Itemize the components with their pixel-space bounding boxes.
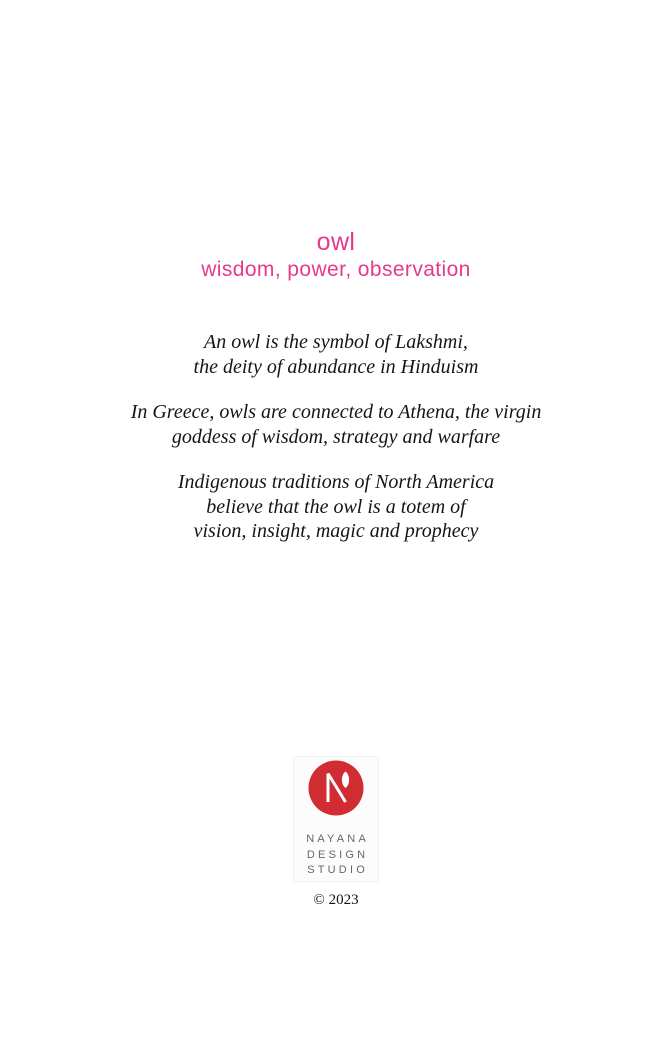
brand-line-nayana: NAYANA (306, 833, 369, 845)
body-text (0, 330, 672, 565)
brand-logo-block (293, 756, 379, 882)
paragraph-line: vision, insight, magic and prophecy (193, 520, 479, 542)
paragraph-indigenous (0, 470, 672, 544)
paragraph-line: goddess of wisdom, strategy and warfare (171, 425, 501, 448)
brand-line-studio: STUDIO (307, 864, 368, 876)
paragraph-line: In Greece, owls are connected to Athena, the virgin (130, 401, 542, 423)
paragraph-line: Indigenous traditions of North America (177, 471, 495, 493)
paragraph-lakshmi (0, 330, 672, 379)
brand-line-design: DESIGN (306, 848, 369, 861)
page-subtitle: wisdom, power, observation (201, 258, 471, 281)
page-title: owl (316, 228, 356, 256)
copyright-notice: © 2023 (313, 892, 359, 908)
paragraph-line: believe that the owl is a totem of (206, 495, 466, 518)
paragraph-athena (0, 400, 672, 449)
paragraph-line: the deity of abundance in Hinduism (193, 355, 479, 378)
paragraph-line: An owl is the symbol of Lakshmi, (204, 331, 468, 353)
nayana-n-leaf-logo-icon (308, 760, 364, 816)
brand-wordmark (303, 832, 369, 879)
